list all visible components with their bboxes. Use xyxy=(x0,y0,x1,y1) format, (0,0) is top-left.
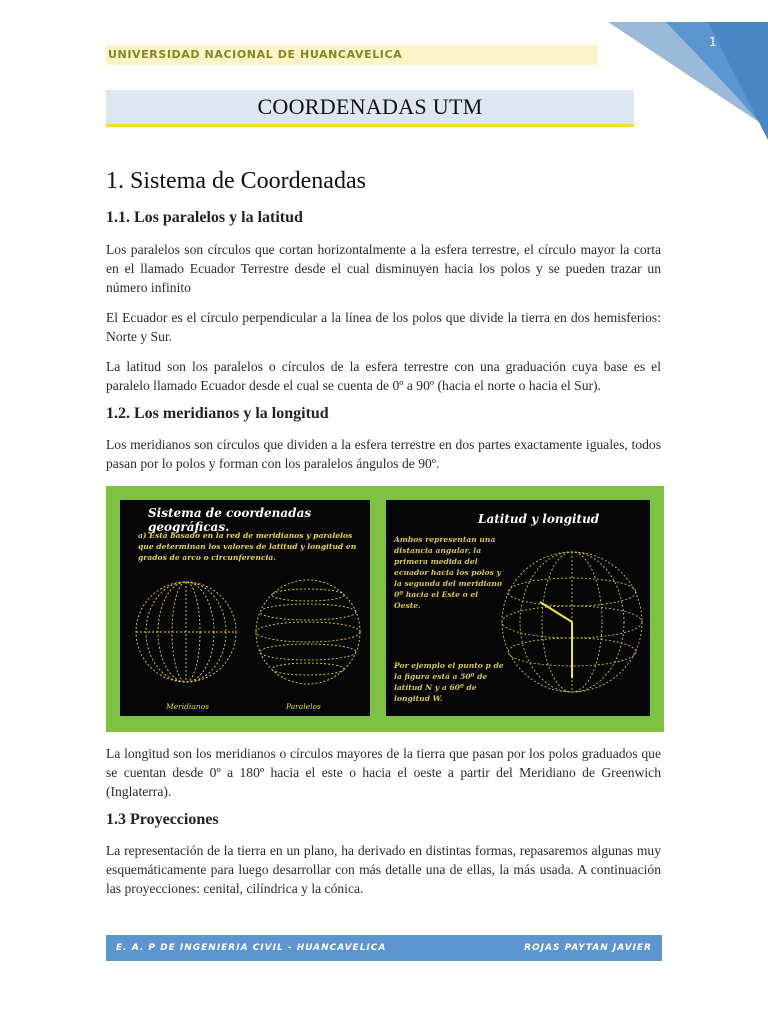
figure-left-title: Sistema de coordenadas geográficas. xyxy=(148,506,312,534)
figure-right-title: Latitud y longitud xyxy=(478,512,600,526)
paragraph-paralelos: Los paralelos son círculos que cortan horizontalmente a la esfera terrestre, el círculo mayor la corta en el llamado Ecuador Terrestre desde el cual disminuyen hacia los polos y se pueden trazar un número infinito xyxy=(106,242,661,295)
title-band xyxy=(106,90,634,127)
subsection-heading-1-3: 1.3 Proyecciones xyxy=(106,811,219,828)
paragraph-proyecciones: La representación de la tierra en un plano, ha derivado en distintas formas, repasaremos algunas muy esquemáticamente para luego desarrollar con más detalle una de ellas, la más usada. A continuación las proyecciones: cenital, cilíndrica y la cónica. xyxy=(106,843,661,896)
footer-right: ROJAS PAYTAN JAVIER xyxy=(524,943,652,953)
section-heading-1: 1. Sistema de Coordenadas xyxy=(106,168,366,194)
paragraph-ecuador: El Ecuador es el círculo perpendicular a la línea de los polos que divide la tierra en dos hemisferios: Norte y Sur. xyxy=(106,310,661,344)
figure-right-text-1: Ambos representan una distancia angular, la primera medida del ecuador hacia los polos y la segunda del meridiano 0º hacia el Este o el Oeste. xyxy=(394,535,502,610)
figure-panel-left xyxy=(120,500,370,716)
university-name: UNIVERSIDAD NACIONAL DE HUANCAVELICA xyxy=(108,48,403,61)
paragraph-latitud: La latitud son los paralelos o círculos de la esfera terrestre con una graduación cuya base es el paralelo llamado Ecuador desde el cual se cuenta de 0º a 90º (hacia el norte o hacia el Sur). xyxy=(106,359,661,393)
paragraph-meridianos: Los meridianos son círculos que dividen a la esfera terrestre en dos partes exactamente iguales, todos pasan por lo polos y forman con los paralelos ángulos de 90º. xyxy=(106,437,661,471)
subsection-heading-1-1: 1.1. Los paralelos y la latitud xyxy=(106,209,303,226)
globe-illustrations xyxy=(128,568,368,696)
label-paralelos: Paralelos xyxy=(286,702,321,711)
page-number: 1 xyxy=(709,35,717,49)
footer-bar xyxy=(106,935,662,961)
subsection-heading-1-2: 1.2. Los meridianos y la longitud xyxy=(106,405,329,422)
figure-panel-right xyxy=(386,500,650,716)
footer-left: E. A. P DE INGENIERIA CIVIL - HUANCAVELICA xyxy=(116,943,387,953)
document-title: COORDENADAS UTM xyxy=(257,94,483,119)
figure-coordinate-system xyxy=(106,486,664,732)
label-meridianos: Meridianos xyxy=(166,702,209,711)
figure-left-text: a) Está basado en la red de meridianos y paralelos que determinan los valores de latitud y longitud en grados de arco o circunferencia. xyxy=(138,531,357,562)
latitude-longitude-globe xyxy=(496,530,646,712)
figure-right-text-2: Por ejemplo el punto p de la figura está a 50º de latitud N y a 60º de longitud W. xyxy=(394,661,504,703)
paragraph-longitud: La longitud son los meridianos o círculos mayores de la tierra que pasan por los polos graduados que se cuentan desde 0º a 180º hacia el este o hacia el oeste a partir del Meridiano de Greenwich (Inglaterra). xyxy=(106,746,661,799)
